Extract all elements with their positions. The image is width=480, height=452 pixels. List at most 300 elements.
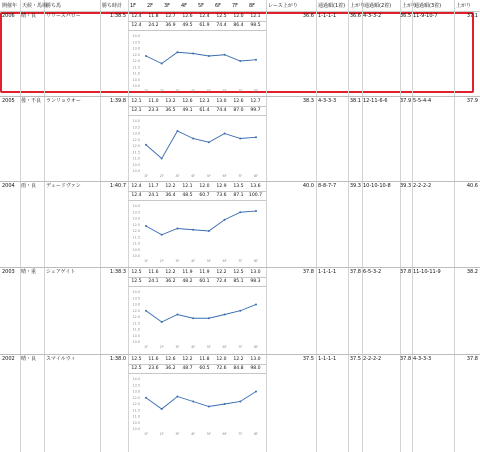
race-last-3f[interactable]: 37.5 [302, 356, 314, 362]
passing-order-1st[interactable]: 4-3-3-3 [318, 98, 337, 104]
cumulative-time[interactable]: 99.7 [250, 108, 261, 113]
x-tick-label: 1F [143, 432, 149, 436]
passing-order-3rd[interactable]: 4-3-3-3 [413, 356, 432, 362]
y-tick-label: 11.0 [132, 327, 140, 332]
cumulative-time[interactable]: 74.4 [216, 23, 227, 28]
race-last-3f[interactable]: 36.6 [302, 13, 314, 19]
lap-time[interactable]: 12.6 [182, 99, 193, 104]
last-3f-1st[interactable]: 38.1 [349, 98, 361, 104]
cumulative-time[interactable]: 24.2 [148, 23, 159, 28]
lap-time[interactable]: 12.6 [165, 357, 176, 362]
lap-row-divider [128, 373, 266, 374]
lap-time[interactable]: 12.0 [199, 184, 210, 189]
data-point [224, 403, 226, 405]
cumulative-time[interactable]: 98.5 [250, 23, 261, 28]
race-year[interactable]: 2003 [2, 269, 15, 275]
cumulative-time[interactable]: 12.4 [131, 193, 142, 198]
y-tick-label: 14.0 [132, 290, 140, 294]
data-point [224, 133, 226, 135]
y-tick-label: 12.5 [132, 222, 140, 227]
x-tick-label: 5F [206, 345, 211, 349]
column-gridline [100, 0, 101, 452]
lap-time[interactable]: 13.6 [250, 184, 261, 189]
last-3f-3rd[interactable]: 37.8 [466, 356, 478, 362]
data-point [192, 401, 194, 403]
race-row-separator [0, 181, 480, 182]
data-point [208, 406, 210, 408]
data-point [239, 138, 241, 140]
series-line [146, 211, 256, 235]
series-line [146, 131, 256, 159]
lap-time[interactable]: 12.2 [165, 184, 176, 189]
x-tick-label: 7F [238, 345, 243, 349]
column-header[interactable]: 通過順(1着) [316, 0, 348, 12]
data-point [161, 63, 163, 65]
column-header[interactable]: 通過順(3着) [412, 0, 454, 12]
passing-order-3rd[interactable]: 11-9-10-7 [413, 13, 438, 19]
y-tick-label: 13.0 [132, 302, 140, 307]
column-header[interactable]: 6F [213, 0, 230, 12]
passing-order-1st[interactable]: 8-8-7-7 [318, 183, 337, 189]
x-tick-label: 6F [222, 174, 227, 178]
race-condition[interactable]: 晴・良 [21, 356, 37, 362]
y-tick-label: 13.0 [132, 131, 140, 136]
data-point [192, 53, 194, 55]
data-point [192, 229, 194, 231]
y-tick-label: 12.5 [132, 52, 140, 57]
lap-time[interactable]: 11.7 [148, 184, 159, 189]
x-tick-label: 4F [191, 432, 196, 436]
series-line [146, 392, 256, 410]
lap-row-divider [128, 364, 266, 365]
y-tick-label: 13.5 [132, 296, 140, 301]
data-point [239, 310, 241, 312]
lap-time[interactable]: 11.8 [199, 357, 210, 362]
lap-time[interactable]: 12.3 [199, 99, 210, 104]
x-tick-label: 1F [143, 345, 149, 349]
winning-time[interactable]: 1:39.8 [110, 98, 126, 104]
cumulative-time[interactable]: 60.7 [199, 193, 210, 198]
x-tick-label: 7F [238, 174, 243, 178]
x-tick-label: 8F [253, 259, 259, 263]
x-tick-label: 5F [206, 89, 211, 93]
passing-order-1st[interactable]: 1-1-1-1 [318, 356, 337, 362]
lap-time[interactable]: 12.0 [216, 357, 227, 362]
y-tick-label: 14.0 [132, 377, 140, 381]
data-point [224, 314, 226, 316]
x-tick-label: 8F [253, 89, 259, 93]
column-header[interactable]: 8F [247, 0, 266, 12]
data-point [224, 54, 226, 56]
lap-time[interactable]: 12.2 [182, 357, 193, 362]
column-header[interactable]: 4F [179, 0, 196, 12]
data-point [145, 310, 147, 312]
last-3f-3rd[interactable]: 37.9 [466, 98, 478, 104]
passing-order-3rd[interactable]: 5-5-4-4 [413, 98, 432, 104]
column-header[interactable]: 勝ち馬 [44, 0, 100, 12]
data-point [161, 321, 163, 323]
lap-time[interactable]: 13.0 [250, 270, 261, 275]
data-point [176, 314, 178, 316]
lap-time[interactable]: 13.0 [250, 357, 261, 362]
column-gridline [266, 0, 267, 452]
cumulative-time[interactable]: 12.1 [131, 108, 142, 113]
lap-row-divider [128, 30, 266, 31]
lap-time[interactable]: 11.9 [199, 270, 210, 275]
race-condition[interactable]: 晴・良 [21, 13, 37, 19]
y-tick-label: 10.0 [132, 340, 140, 344]
column-header[interactable]: 上がり [348, 0, 362, 12]
column-header[interactable]: 勝ち時計 [100, 0, 128, 12]
x-tick-label: 1F [143, 89, 149, 93]
y-tick-label: 12.5 [132, 395, 140, 400]
last-3f-3rd[interactable]: 40.6 [466, 183, 478, 189]
data-point [176, 228, 178, 230]
cumulative-time[interactable]: 61.9 [199, 23, 210, 28]
lap-time[interactable]: 11.6 [148, 357, 159, 362]
x-tick-label: 8F [253, 432, 259, 436]
lap-time[interactable]: 12.6 [182, 14, 193, 19]
x-tick-label: 3F [175, 174, 180, 178]
x-tick-label: 3F [175, 345, 180, 349]
lap-time[interactable]: 12.4 [131, 184, 142, 189]
series-line [146, 305, 256, 323]
column-header[interactable]: 5F [196, 0, 213, 12]
x-tick-label: 5F [206, 432, 211, 436]
lap-time[interactable]: 12.2 [216, 270, 227, 275]
y-tick-label: 11.0 [132, 241, 140, 246]
lap-time[interactable]: 12.4 [131, 14, 142, 19]
x-tick-label: 7F [238, 89, 243, 93]
last-3f-3rd[interactable]: 37.1 [466, 13, 478, 19]
lap-row-divider [128, 21, 266, 22]
lap-time[interactable]: 11.0 [148, 99, 159, 104]
y-tick-label: 11.0 [132, 414, 140, 419]
lap-time[interactable]: 11.8 [148, 14, 159, 19]
x-tick-label: 3F [175, 89, 180, 93]
lap-time[interactable]: 12.1 [182, 184, 193, 189]
data-point [161, 408, 163, 410]
lap-time[interactable]: 13.0 [216, 99, 227, 104]
lap-row-divider [128, 191, 266, 192]
passing-order-1st[interactable]: 1-1-1-1 [318, 269, 337, 275]
lap-time[interactable]: 12.5 [233, 270, 244, 275]
data-point [176, 51, 178, 53]
x-tick-label: 4F [191, 259, 196, 263]
column-gridline [362, 0, 363, 452]
passing-order-2nd[interactable]: 6-5-3-2 [363, 269, 382, 275]
x-tick-label: 2F [159, 432, 164, 436]
cumulative-time[interactable]: 49.1 [182, 108, 193, 113]
lap-time-line-chart [128, 202, 266, 277]
race-year[interactable]: 2004 [2, 183, 15, 189]
column-header[interactable]: 2F [145, 0, 162, 12]
y-tick-label: 10.5 [132, 77, 140, 82]
race-year[interactable]: 2002 [2, 356, 15, 362]
lap-row-divider [128, 286, 266, 287]
data-point [239, 401, 241, 403]
y-tick-label: 12.5 [132, 137, 140, 142]
winner-horse-name[interactable]: スマイルウィ [46, 356, 76, 362]
winning-time[interactable]: 1:38.3 [110, 269, 126, 275]
data-point [239, 60, 241, 62]
column-header[interactable]: 3F [162, 0, 179, 12]
race-last-3f[interactable]: 40.0 [302, 183, 314, 189]
y-tick-label: 10.0 [132, 254, 140, 258]
data-point [255, 391, 257, 393]
column-gridline [44, 0, 45, 452]
cumulative-time[interactable]: 72.6 [216, 366, 227, 371]
y-tick-label: 10.5 [132, 247, 140, 252]
y-tick-label: 12.0 [132, 59, 140, 63]
cumulative-time[interactable]: 12.5 [131, 279, 142, 284]
y-tick-label: 13.0 [132, 46, 140, 51]
lap-time[interactable]: 13.5 [233, 184, 244, 189]
column-header[interactable]: 上がり [400, 0, 412, 12]
x-tick-label: 2F [159, 345, 164, 349]
data-point [255, 136, 257, 138]
x-tick-label: 2F [159, 259, 164, 263]
y-tick-label: 13.5 [132, 383, 140, 388]
data-point [145, 225, 147, 227]
passing-order-3rd[interactable]: 11-10-11-9 [413, 269, 441, 275]
data-point [145, 397, 147, 399]
x-tick-label: 1F [143, 174, 149, 178]
passing-order-1st[interactable]: 1-1-1-1 [318, 13, 337, 19]
lap-time[interactable]: 11.6 [148, 270, 159, 275]
column-header[interactable]: 通過順(2着) [362, 0, 400, 12]
race-year[interactable]: 2005 [2, 98, 15, 104]
data-point [255, 304, 257, 306]
y-tick-label: 13.0 [132, 216, 140, 221]
winner-horse-name[interactable]: リワースパロー [46, 13, 81, 19]
winner-horse-name[interactable]: デュードヴァン [46, 183, 81, 189]
passing-order-2nd[interactable]: 12-11-6-6 [363, 98, 388, 104]
data-point [145, 55, 147, 57]
data-point [192, 138, 194, 140]
data-point [161, 158, 163, 160]
passing-order-2nd[interactable]: 2-2-2-2 [363, 356, 382, 362]
lap-row-divider [128, 115, 266, 116]
y-tick-label: 11.5 [132, 150, 140, 155]
lap-row-divider [128, 200, 266, 201]
y-tick-label: 13.0 [132, 389, 140, 394]
lap-time[interactable]: 12.9 [216, 184, 227, 189]
race-last-3f[interactable]: 38.3 [302, 98, 314, 104]
lap-time[interactable]: 11.9 [182, 270, 193, 275]
column-header[interactable]: レース上がり [266, 0, 316, 12]
winning-time[interactable]: 1:40.7 [110, 183, 126, 189]
y-tick-label: 12.0 [132, 144, 140, 148]
lap-time[interactable]: 12.2 [233, 357, 244, 362]
data-point [161, 234, 163, 236]
lap-time-line-chart [128, 288, 266, 363]
race-condition[interactable]: 晴・重 [21, 269, 37, 275]
column-header[interactable]: 1F [128, 0, 145, 12]
cumulative-time[interactable]: 86.4 [233, 23, 244, 28]
y-tick-label: 10.5 [132, 162, 140, 167]
data-point [208, 141, 210, 143]
cumulative-time[interactable]: 60.1 [199, 279, 210, 284]
y-tick-label: 10.5 [132, 420, 140, 425]
x-tick-label: 3F [175, 259, 180, 263]
lap-time[interactable]: 12.6 [233, 99, 244, 104]
x-tick-label: 8F [253, 345, 259, 349]
lap-time[interactable]: 12.7 [250, 99, 261, 104]
y-tick-label: 12.0 [132, 229, 140, 233]
cumulative-time[interactable]: 36.2 [165, 366, 176, 371]
data-point [192, 317, 194, 319]
lap-time[interactable]: 12.5 [216, 14, 227, 19]
column-gridline [412, 0, 413, 452]
data-point [176, 130, 178, 132]
column-gridline [20, 0, 21, 452]
cumulative-time[interactable]: 36.9 [165, 23, 176, 28]
cumulative-time[interactable]: 87.0 [233, 108, 244, 113]
last-3f-2nd[interactable]: 37.9 [400, 98, 412, 104]
x-tick-label: 7F [238, 259, 243, 263]
passing-order-2nd[interactable]: 10-10-10-8 [363, 183, 391, 189]
y-tick-label: 13.5 [132, 210, 140, 215]
lap-time-line-chart [128, 375, 266, 450]
cumulative-time[interactable]: 36.4 [165, 193, 176, 198]
y-tick-label: 11.5 [132, 321, 140, 326]
column-gridline [316, 0, 317, 452]
cumulative-time[interactable]: 12.4 [131, 23, 142, 28]
y-tick-label: 14.0 [132, 34, 140, 38]
cumulative-time[interactable]: 74.4 [216, 108, 227, 113]
y-tick-label: 14.0 [132, 119, 140, 123]
cumulative-time[interactable]: 48.5 [182, 193, 193, 198]
y-tick-label: 12.0 [132, 402, 140, 406]
race-year[interactable]: 2006 [2, 13, 15, 19]
cumulative-time[interactable]: 84.8 [233, 366, 244, 371]
winning-time[interactable]: 1:38.5 [110, 13, 126, 19]
winning-time[interactable]: 1:38.0 [110, 356, 126, 362]
y-tick-label: 10.0 [132, 84, 140, 88]
x-tick-label: 7F [238, 432, 243, 436]
cumulative-time[interactable]: 48.7 [182, 366, 193, 371]
x-tick-label: 4F [191, 345, 196, 349]
x-tick-label: 1F [143, 259, 149, 263]
cumulative-time[interactable]: 12.5 [131, 366, 142, 371]
y-tick-label: 11.5 [132, 408, 140, 413]
column-header[interactable]: 天候・馬場 [20, 0, 44, 12]
data-point [255, 210, 257, 212]
x-tick-label: 2F [159, 89, 164, 93]
last-3f-1st[interactable]: 39.3 [349, 183, 361, 189]
data-point [208, 317, 210, 319]
cumulative-time[interactable]: 100.7 [248, 193, 263, 198]
cumulative-time[interactable]: 36.2 [165, 279, 176, 284]
cumulative-time[interactable]: 98.3 [250, 279, 261, 284]
lap-time[interactable]: 12.7 [165, 14, 176, 19]
y-tick-label: 10.0 [132, 169, 140, 173]
passing-order-2nd[interactable]: 4-3-3-2 [363, 13, 382, 19]
data-point [145, 144, 147, 146]
y-tick-label: 11.5 [132, 65, 140, 70]
y-tick-label: 11.0 [132, 156, 140, 161]
winner-horse-name[interactable]: ランリョウオー [46, 98, 81, 104]
race-condition[interactable]: 曇・不良 [21, 98, 42, 104]
cumulative-time[interactable]: 24.1 [148, 193, 159, 198]
y-tick-label: 10.0 [132, 427, 140, 431]
cumulative-time[interactable]: 72.4 [216, 279, 227, 284]
y-tick-label: 10.5 [132, 333, 140, 338]
y-tick-label: 13.5 [132, 40, 140, 45]
cumulative-time[interactable]: 98.0 [250, 366, 261, 371]
last-3f-2nd[interactable]: 36.5 [400, 13, 412, 19]
y-tick-label: 11.5 [132, 235, 140, 240]
last-3f-2nd[interactable]: 37.8 [400, 356, 412, 362]
cumulative-time[interactable]: 73.6 [216, 193, 227, 198]
last-3f-2nd[interactable]: 39.3 [400, 183, 412, 189]
lap-time[interactable]: 13.2 [165, 99, 176, 104]
cumulative-time[interactable]: 49.5 [182, 23, 193, 28]
series-line [146, 52, 256, 63]
y-tick-label: 11.0 [132, 71, 140, 76]
last-3f-1st[interactable]: 37.5 [349, 356, 361, 362]
race-row-separator [0, 267, 480, 268]
lap-row-divider [128, 277, 266, 278]
cumulative-time[interactable]: 24.1 [148, 279, 159, 284]
cumulative-time[interactable]: 61.4 [199, 108, 210, 113]
data-point [255, 59, 257, 61]
cumulative-time[interactable]: 85.1 [233, 279, 244, 284]
lap-time[interactable]: 12.4 [199, 14, 210, 19]
lap-time[interactable]: 12.1 [250, 14, 261, 19]
data-point [176, 396, 178, 398]
column-gridline [348, 0, 349, 452]
x-tick-label: 2F [159, 174, 164, 178]
x-tick-label: 5F [206, 259, 211, 263]
cumulative-time[interactable]: 23.3 [148, 108, 159, 113]
cumulative-time[interactable]: 87.1 [233, 193, 244, 198]
lap-time[interactable]: 12.2 [165, 270, 176, 275]
x-tick-label: 3F [175, 432, 180, 436]
lap-time[interactable]: 12.5 [131, 270, 142, 275]
column-header[interactable]: 7F [230, 0, 247, 12]
x-tick-label: 5F [206, 174, 211, 178]
column-header[interactable]: 上がり [454, 0, 480, 12]
last-3f-2nd[interactable]: 37.8 [400, 269, 412, 275]
x-tick-label: 4F [191, 174, 196, 178]
y-tick-label: 12.0 [132, 315, 140, 319]
y-tick-label: 14.0 [132, 204, 140, 208]
passing-order-3rd[interactable]: 2-2-2-2 [413, 183, 432, 189]
y-tick-label: 12.5 [132, 308, 140, 313]
last-3f-1st[interactable]: 37.8 [349, 269, 361, 275]
cumulative-time[interactable]: 23.6 [148, 366, 159, 371]
winner-horse-name[interactable]: シュアゲイト [46, 269, 76, 275]
lap-time[interactable]: 12.1 [131, 99, 142, 104]
last-3f-3rd[interactable]: 38.2 [466, 269, 478, 275]
cumulative-time[interactable]: 60.5 [199, 366, 210, 371]
data-point [208, 230, 210, 232]
cumulative-time[interactable]: 48.2 [182, 279, 193, 284]
x-tick-label: 6F [222, 259, 227, 263]
column-header[interactable]: 開催年 [0, 0, 20, 12]
race-row-separator [0, 96, 480, 97]
race-last-3f[interactable]: 37.8 [302, 269, 314, 275]
lap-row-divider [128, 106, 266, 107]
cumulative-time[interactable]: 36.5 [165, 108, 176, 113]
lap-time[interactable]: 12.5 [131, 357, 142, 362]
lap-time[interactable]: 12.0 [233, 14, 244, 19]
y-tick-label: 13.5 [132, 125, 140, 130]
race-condition[interactable]: 雨・良 [21, 183, 37, 189]
last-3f-1st[interactable]: 36.6 [349, 13, 361, 19]
